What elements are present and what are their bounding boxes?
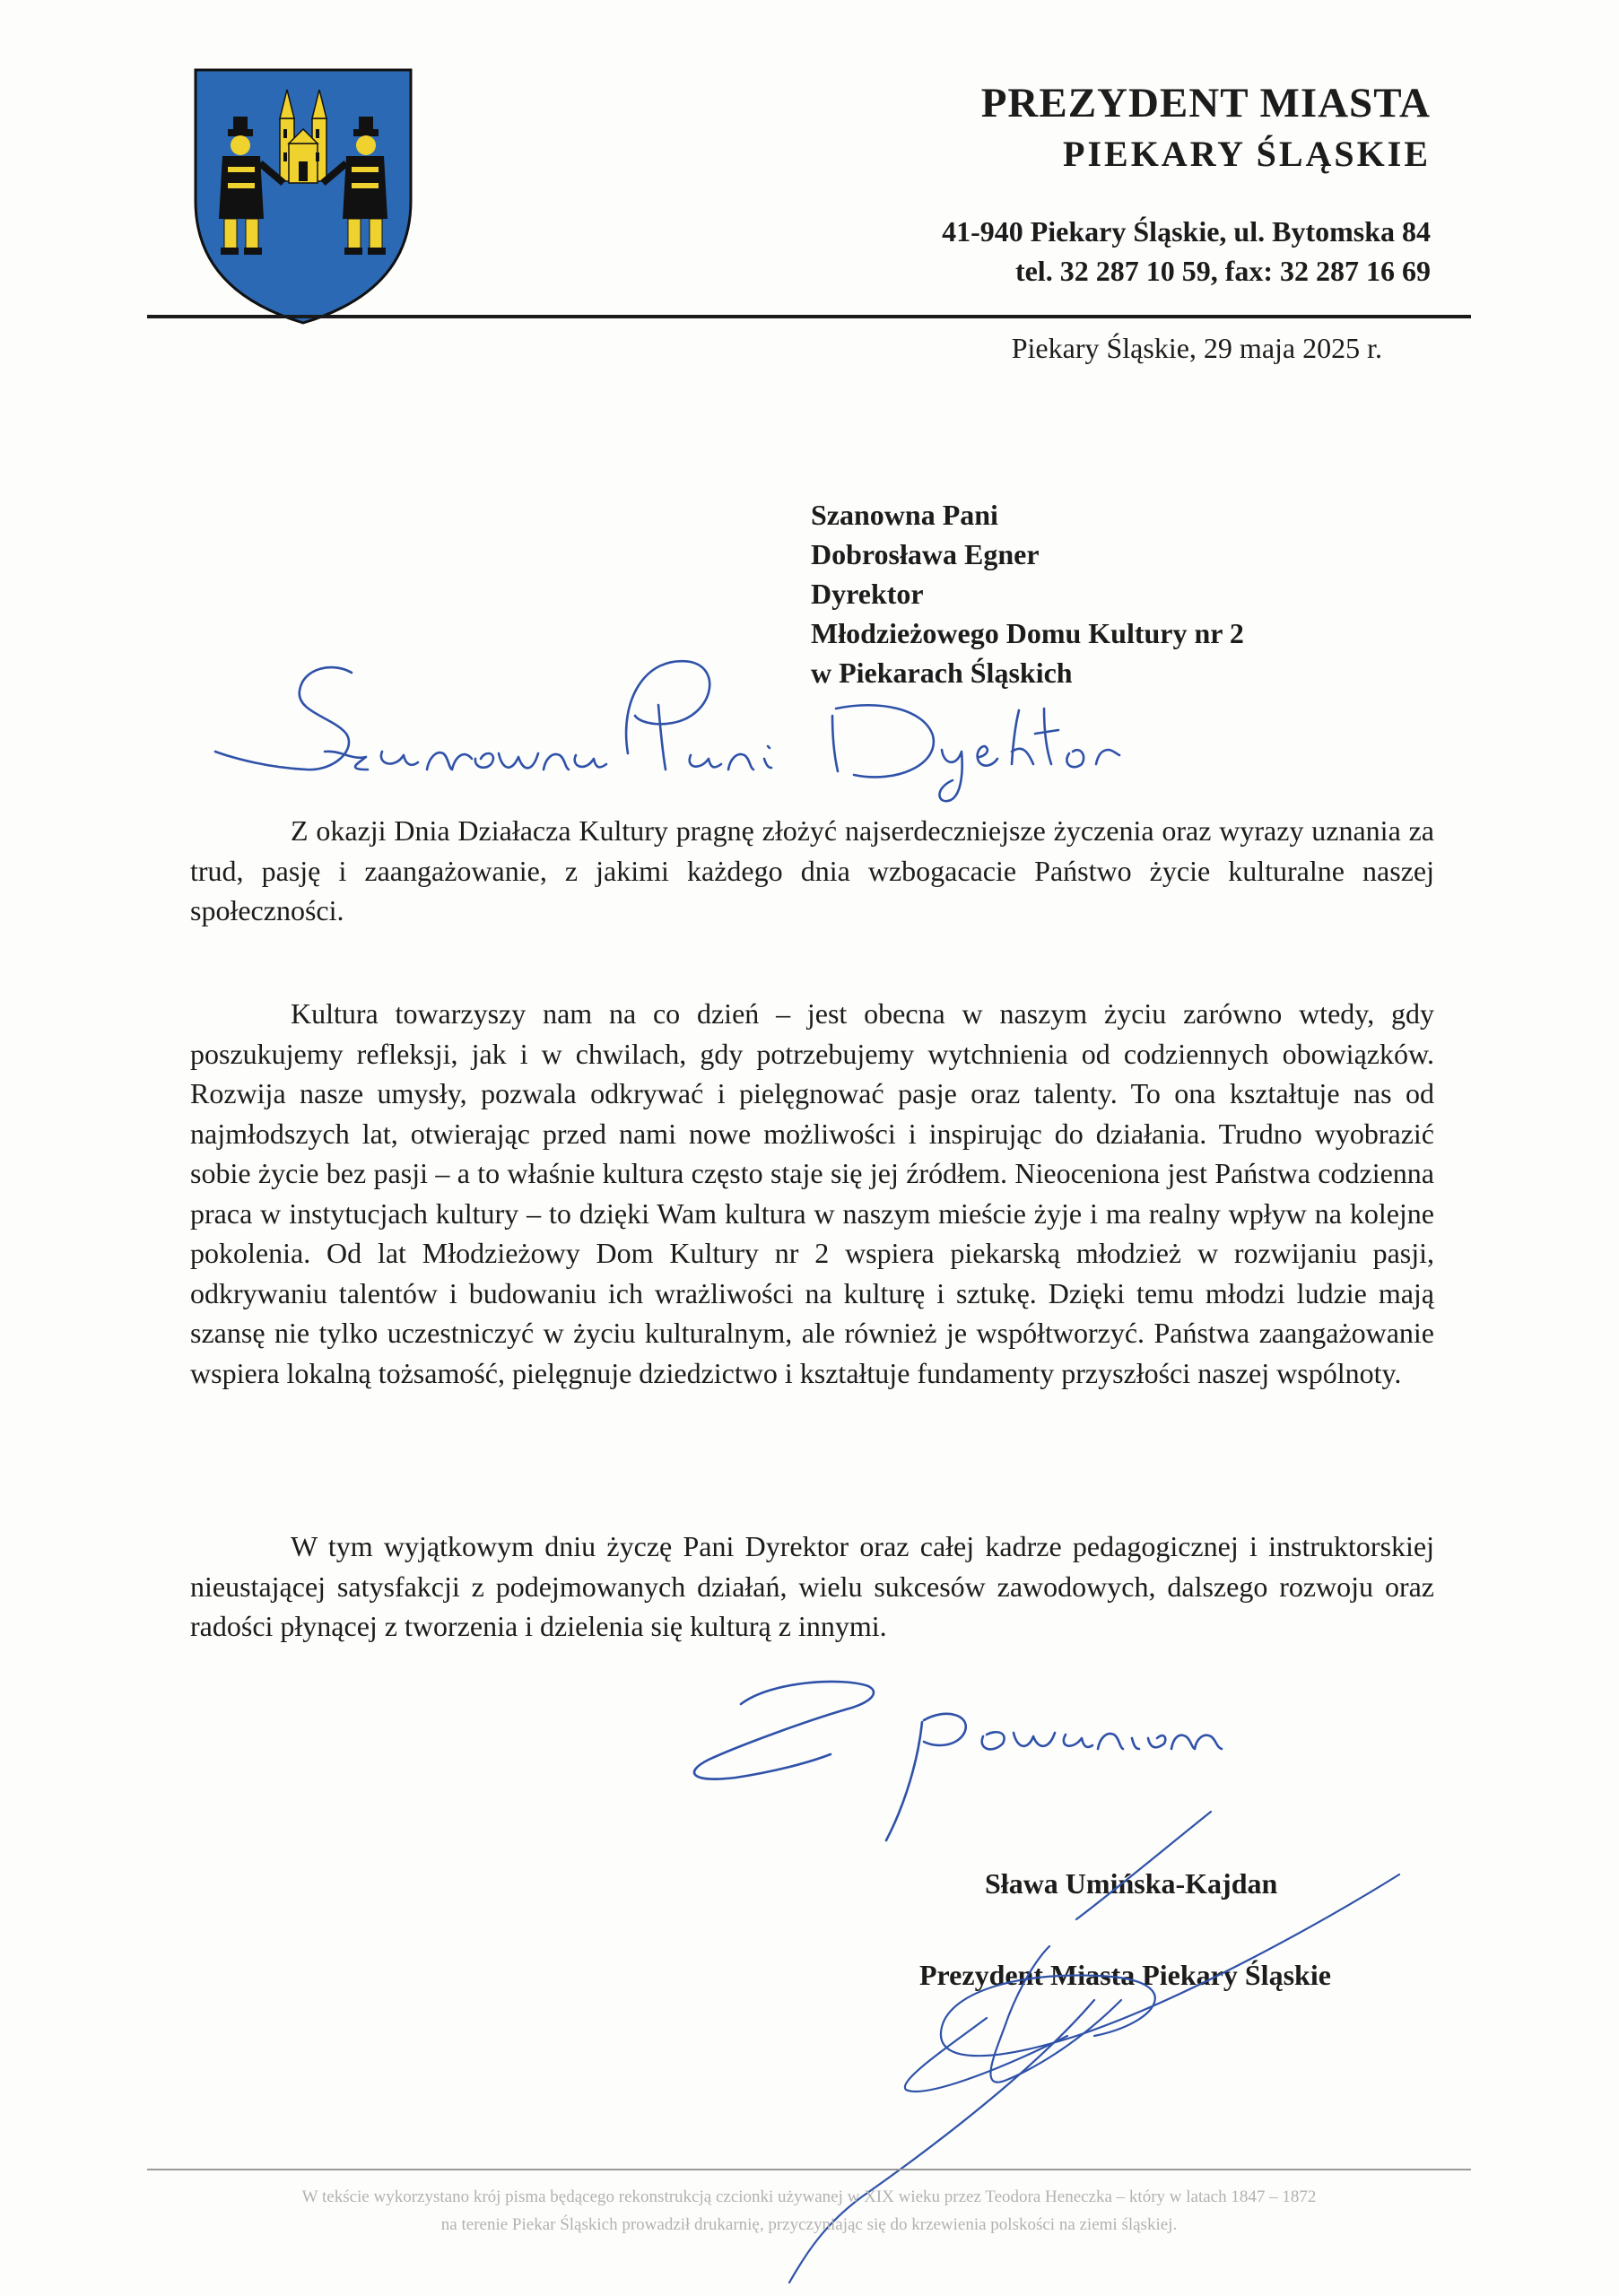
letter-paragraph: Z okazji Dnia Działacza Kultury pragnę złożyć najserdeczniejsze życzenia oraz wyrazy uznania za trud, pasję i zaangażowanie, z jakimi każdego dnia wzbogacacie Państwo życie kulturalne naszej społeczności. xyxy=(190,814,1434,926)
recipient-name: Dobrosława Egner xyxy=(811,538,1040,570)
signatory-name: Sława Umińska-Kajdan xyxy=(985,1867,1278,1900)
recipient-institution: Młodzieżowego Domu Kultury nr 2 xyxy=(811,617,1244,649)
header-contact: tel. 32 287 10 59, fax: 32 287 16 69 xyxy=(1014,255,1431,287)
letter-date: Piekary Śląskie, 29 maja 2025 r. xyxy=(1011,332,1382,364)
letter-paragraph: W tym wyjątkowym dniu życzę Pani Dyrektor oraz całej kadrze pedagogicznej i instruktorskiej nieustającej satysfakcji z podejmowanych działań, wielu sukcesów zawodowych, dalszego rozwoju oraz radości płynącej z tworzenia i dzielenia się kulturą z innymi. xyxy=(190,1530,1434,1642)
recipient-position: Dyrektor xyxy=(811,578,924,610)
recipient-block xyxy=(811,495,1244,692)
footer-line: W tekście wykorzystano krój pisma będącego rekonstrukcją czcionki używanej w XIX wieku przez Teodora Heneczka – który w latach 1847 – 1872 xyxy=(301,2187,1317,2206)
footer-line: na terenie Piekar Śląskich prowadził drukarnię, przyczyniając się do krzewienia polskości na ziemi śląskiej. xyxy=(440,2215,1178,2234)
city-crest-icon xyxy=(192,66,414,326)
header-subtitle: PIEKARY ŚLĄSKIE xyxy=(1063,134,1431,174)
handwritten-closing xyxy=(694,1682,1222,1840)
signatory-title: Prezydent Miasta Piekary Śląskie xyxy=(919,1959,1331,1991)
header-title: PREZYDENT MIASTA xyxy=(980,80,1431,126)
letter-paragraph: Kultura towarzyszy nam na co dzień – jest obecna w naszym życiu zarówno wtedy, gdy poszukujemy refleksji, jak i w chwilach, gdy potrzebujemy wytchnienia od codziennych obowiązków. Rozwija nasze umysły, pozwala odkrywać i pielęgnować pasje oraz talenty. To ona kształtuje nas od najmłodszych lat, otwierając przed nami nowe możliwości i inspirując do działania. Trudno wyobrazić sobie życie bez pasji – a to właśnie kultura często staje się jej źródłem. Nieoceniona jest Państwa codzienna praca w instytucjach kultury – to dzięki Wam kultura w naszym mieście żyje i ma realny wpływ na kolejne pokolenia. Od lat Młodzieżowy Dom Kultury nr 2 wspiera piekarską młodzież w rozwijaniu pasji, odkrywaniu talentów i budowaniu ich wrażliwości na kulturę i sztukę. Dzięki temu młodzi ludzie mają szansę nie tylko uczestniczyć w życiu kulturalnym, ale również je współtworzyć. Państwa zaangażowanie wspiera lokalną tożsamość, pielęgnuje dziedzictwo i kształtuje fundamenty przyszłości naszej wspólnoty. xyxy=(190,997,1434,1389)
footer-note xyxy=(147,2183,1471,2239)
header-address: 41-940 Piekary Śląskie, ul. Bytomska 84 xyxy=(942,215,1431,248)
footer-divider xyxy=(147,2169,1471,2170)
header-divider xyxy=(147,315,1471,318)
recipient-salutation: Szanowna Pani xyxy=(811,499,998,531)
recipient-city: w Piekarach Śląskich xyxy=(811,657,1073,689)
